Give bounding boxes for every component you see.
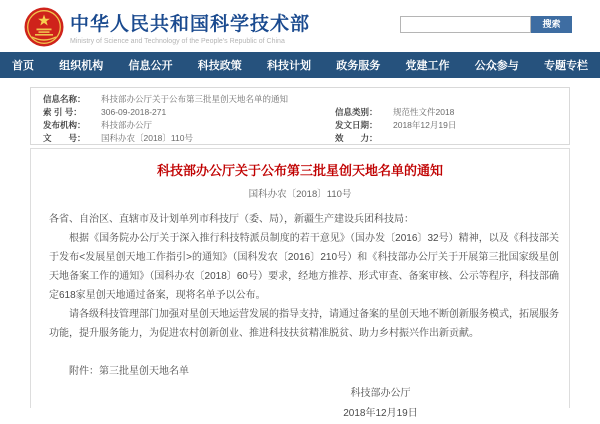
nav-item-party-building[interactable]: 党建工作 (405, 60, 450, 72)
info-row-name (43, 93, 335, 106)
document-content (30, 148, 570, 419)
info-row-issue-date (335, 119, 569, 132)
info-row-issuing-agency (43, 119, 335, 132)
info-left-column (43, 93, 335, 145)
info-value: 306-09-2018-271 (101, 107, 167, 117)
info-row-index-number (43, 106, 335, 119)
info-label: 信息类别： (335, 107, 378, 117)
nav-item-sci-tech-policy[interactable]: 科技政策 (197, 60, 242, 72)
info-label: 发布机构： (43, 120, 86, 130)
nav-item-special-topics[interactable]: 专题专栏 (544, 60, 588, 72)
info-value: 2018年12月19日 (393, 120, 457, 130)
nav-item-sci-tech-programs[interactable]: 科技计划 (267, 60, 311, 72)
search-button[interactable]: 搜索 (531, 16, 572, 33)
document-body (49, 210, 559, 424)
document-info-panel (30, 87, 570, 145)
info-row-category (335, 106, 569, 119)
search-input[interactable] (400, 16, 531, 33)
national-emblem-icon (24, 7, 64, 47)
salutation: 各省、自治区、直辖市及计划单列市科技厅（委、局），新疆生产建设兵团科技局： (49, 214, 414, 225)
site-brand (70, 9, 310, 45)
nav-item-organization[interactable]: 组织机构 (59, 60, 104, 72)
signature-block (273, 384, 487, 424)
site-header (0, 0, 600, 52)
attachment-line: 附件：第三批星创天地名单 (69, 366, 189, 377)
info-label: 信息名称： (43, 94, 86, 104)
document-title: 科技部办公厅关于公布第三批星创天地名单的通知 (156, 163, 443, 178)
site-subtitle: Ministry of Science and Technology of the People's Republic of China (70, 38, 285, 45)
paragraph: 请各级科技管理部门加强对星创天地运营发展的指导支持，请通过备案的星创天地不断创新服务模式，拓展服务功能，提升服务能力，为促进农村创新创业、推进科技扶贫精准脱贫、助力乡村振兴作出新贡献。 (49, 309, 559, 339)
info-value: 科技部办公厅关于公布第三批星创天地名单的通知 (101, 94, 289, 104)
sign-date: 2018年12月19日 (343, 408, 418, 419)
info-spacer (335, 93, 569, 106)
info-label: 文 号： (43, 133, 86, 143)
signer: 科技部办公厅 (350, 388, 411, 399)
search-bar (400, 16, 572, 33)
info-right-column (335, 93, 569, 145)
info-label: 效 力： (335, 133, 378, 143)
nav-item-home[interactable]: 首页 (12, 60, 34, 72)
nav-item-gov-services[interactable]: 政务服务 (336, 60, 381, 72)
info-value: 规范性文件2018 (393, 107, 455, 117)
info-row-validity (335, 132, 569, 145)
info-value: 科技部办公厅 (101, 120, 153, 130)
paragraph: 根据《国务院办公厅关于深入推行科技特派员制度的若干意见》（国办发〔2016〕32号）精神，以及《科技部关于发布<发展星创天地工作指引>的通知》（国科发农〔2016〕210号）和《科技部办公厅关于开展第三批国家级星创天地备案工作的通知》（国科办农〔2018〕60号）要求，经地方推荐、形式审查、备案审核、公示等程序，科技部确定618家星创天地通过备案，现将名单予以公布。 (49, 233, 559, 301)
nav-item-public-participation[interactable]: 公众参与 (474, 60, 519, 72)
nav-item-info-disclosure[interactable]: 信息公开 (128, 60, 173, 72)
document-number: 国科办农〔2018〕110号 (248, 189, 352, 200)
info-label: 索 引 号： (43, 107, 82, 117)
info-row-doc-number (43, 132, 335, 145)
main-nav (0, 52, 600, 78)
site-title: 中华人民共和国科学技术部 (70, 14, 311, 35)
info-value: 国科办农〔2018〕110号 (101, 133, 193, 143)
info-label: 发文日期： (335, 120, 378, 130)
